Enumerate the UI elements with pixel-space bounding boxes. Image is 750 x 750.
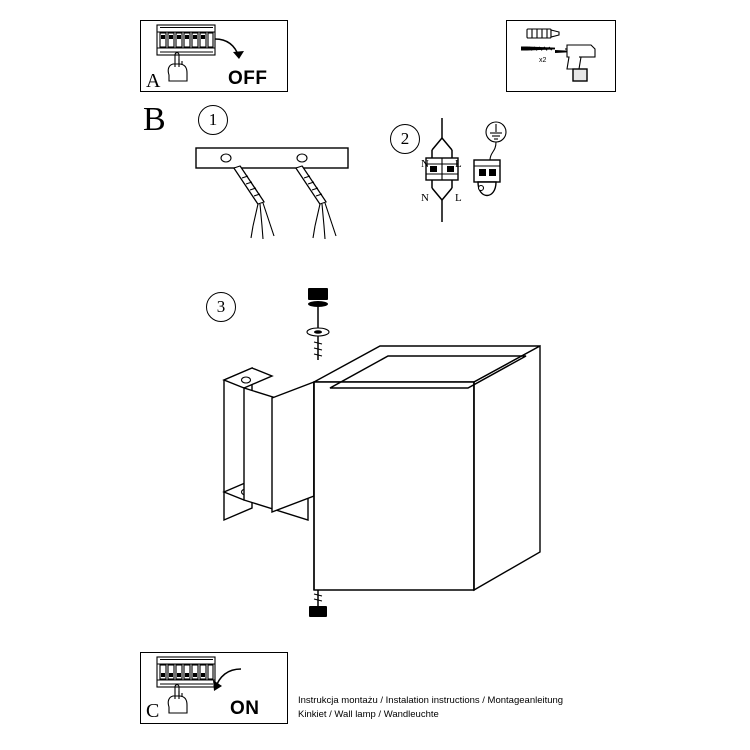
tools-box	[506, 20, 616, 92]
step-3-illustration	[210, 290, 550, 630]
footer-text	[298, 694, 563, 722]
terminal-label-n-top: N	[421, 158, 429, 170]
svg-text:x2: x2	[539, 57, 547, 64]
terminal-label-l-bottom: L	[455, 192, 462, 204]
section-c-letter: C	[146, 700, 160, 722]
step-2-illustration	[412, 118, 522, 238]
step-2-circle: 2	[390, 124, 420, 154]
step-1-illustration	[190, 140, 370, 270]
step-3-circle: 3	[206, 292, 236, 322]
terminal-label-l-top: L	[455, 158, 462, 170]
step-1-circle: 1	[198, 105, 228, 135]
section-c-state-label: ON	[230, 698, 260, 719]
section-b-letter: B	[143, 101, 166, 138]
footer-line-2: Kinkiet / Wall lamp / Wandleuchte	[298, 709, 439, 720]
section-a-state-label: OFF	[228, 68, 268, 89]
section-a-letter: A	[146, 70, 161, 92]
section-c-box	[140, 652, 288, 724]
terminal-label-n-bottom: N	[421, 192, 429, 204]
footer-line-1: Instrukcja montażu / Instalation instructions / Montageanleitung	[298, 695, 564, 706]
